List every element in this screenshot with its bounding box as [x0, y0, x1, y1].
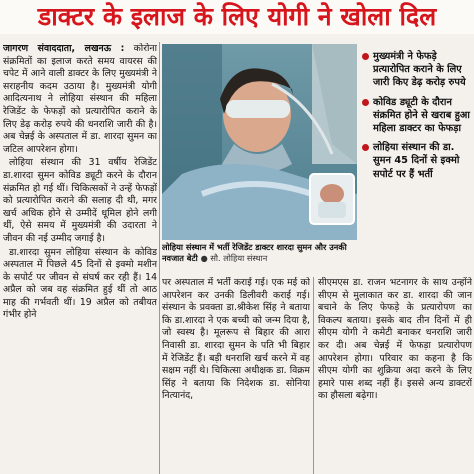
bullet-icon [362, 144, 369, 151]
paragraph: सीएमएस डा. राजन भटनागर के साथ उन्होंने सीएम से मुलाकात कर डा. शारदा की जान बचाने के लिए फेफड़े के प्रत्यारोपण का विकल्प बताया। इसके बाद तीन दिनों में ही सीएम योगी ने कमेटी बनाकर धनराशि जारी कर दी। अब चेन्नई में फेफड़ा प्रत्यारोपण आपरेशन होगा। परिवार का कहना है कि सीएम योगी का शुक्रिया अदा करने के लिए हमारे पास शब्द नहीं हैं। इससे अन्य डाक्टरों का हौसला बढ़ेगा। [318, 277, 472, 402]
article-column-3 [318, 277, 472, 474]
photo-credit: ● सौ. लोहिया संस्थान [200, 253, 268, 263]
bullet-icon [362, 99, 369, 106]
article-column-1 [3, 43, 157, 474]
headline: डाक्टर के इलाज के लिए योगी ने खोला दिल [0, 0, 474, 34]
paragraph: लोहिया संस्थान की 31 वर्षीय रेजिडेंट डा.शारदा सुमन कोविड ड्यूटी करने के दौरान संक्रमित हो गई थीं। चिकित्सकों ने उन्हें फेफड़ों को प्रत्यारोपित कराने की सलाह दी थी, मगर खर्च अधिक होने से उम्मीदें धूमिल होने लगी थीं, ऐसे समय में मुख्यमंत्री की उदारता ने जीवन की नई उम्मीद जगाई है। [3, 157, 157, 244]
bullet-icon [362, 53, 369, 60]
caption-text: लोहिया संस्थान में भर्ती रेजिडेंट डाक्टर शारदा सुमन और उनकी नवजात बेटी [162, 242, 347, 263]
highlight-text: मुख्यमंत्री ने फेफड़े प्रत्यारोपित कराने के लिए जारी किए डेढ़ करोड़ रुपये [373, 51, 466, 89]
paragraph: कोरोना संक्रमितों का इलाज करते समय वायरस की चपेट में आने वाली डाक्टर के लिए मुख्यमंत्री ने सराहनीय कदम उठाया है। मुख्यमंत्री योगी आदित्यनाथ ने लोहिया संस्थान की महिला रेजिडेंट के फेफड़ों को प्रत्यारोपित कराने के लिए डेढ़ करोड़ रुपये की धनराशि जारी की है। अब चेन्नई के अस्पताल में डा. शारदा सुमन का जटिल आपरेशन होगा। [3, 43, 157, 155]
highlights-box [362, 50, 472, 276]
paragraph: डा.शारदा सुमन लोहिया संस्थान के कोविड अस्पताल में पिछले 45 दिनों से इक्मो मशीन के सपोर्ट पर जीवन से संघर्ष कर रही हैं। 14 अप्रैल को जब वह संक्रमित हुई थीं तो आठ माह की गर्भवती थीं। 19 अप्रैल को तबीयत गंभीर होने [3, 246, 157, 321]
highlight-text: कोविड ड्यूटी के दौरान संक्रमित होने से खराब हुआ महिला डाक्टर का फेफड़ा [373, 96, 470, 135]
highlight-item [362, 96, 472, 136]
paragraph: पर अस्पताल में भर्ती कराई गई। एक मई को आपरेशन कर उनकी डिलीवरी कराई गई। संस्थान के प्रवक्ता डा.श्रीकेश सिंह ने बताया कि डा.शारदा ने एक बच्ची को जन्म दिया है, जो स्वस्थ है। मूलरूप से बिहार की आरा निवासी डा. शारदा सुमन के पति भी बिहार में रेजिडेंट हैं। बड़ी धनराशि खर्च करने में वह सक्षम नहीं थे। चिकित्सा अधीक्षक डा. विक्रम सिंह ने बताया कि निदेशक डा. सोनिया नित्यानंद, [162, 277, 310, 402]
hospital-photo-illustration [162, 44, 357, 240]
highlight-item [362, 50, 472, 90]
photo-caption [162, 242, 362, 276]
column-divider [313, 277, 314, 474]
dateline: जागरण संवाददाता, लखनऊ : [3, 43, 125, 54]
highlight-item [362, 141, 472, 181]
column-divider [159, 42, 160, 474]
news-photo [162, 44, 357, 240]
highlight-text: लोहिया संस्थान की डा. सुमन 45 दिनों से इक्मो सपोर्ट पर हैं भर्ती [373, 142, 460, 180]
article-column-2 [162, 277, 310, 474]
